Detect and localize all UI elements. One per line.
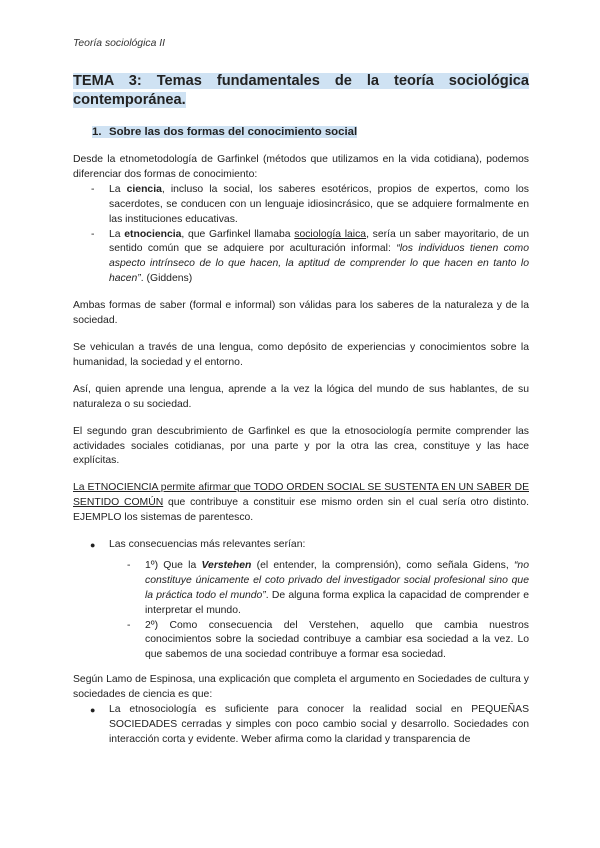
- underlined-claim: La ETNOCIENCIA permite afirmar que TODO ORDEN SOCIAL SE SUSTENTA EN UN SABER DE SENTIDO COMÚN: [73, 482, 529, 509]
- lamo-paragraph: Según Lamo de Espinosa, una explicación que completa el argumento en Sociedades de cultura y sociedades de ciencia es que:: [73, 674, 529, 701]
- list-item: - La etnociencia, que Garfinkel llamaba sociología laica, sería un saber mayoritario, de un sentido común que se adquiere por aculturación informal: “los individuos tienen como aspecto intrínseco de lo que hacen, la aptitud de comprender lo que hacen en tanto lo hacen”. (Giddens): [91, 228, 530, 285]
- list-item: ● Las consecuencias más relevantes serían:: [73, 538, 529, 553]
- document-body: [73, 72, 529, 754]
- giddens-quote: “los individuos tienen como aspecto intrínseco de lo que hacen, la aptitud de comprender lo que hacen en tanto lo hacen”: [109, 243, 529, 285]
- term-verstehen: Verstehen: [201, 559, 252, 571]
- dot-bullet: ●: [90, 705, 96, 716]
- gidens-quote: “no constituye únicamente el coto privado del investigador social profesional sino que la práctica todo el mundo”: [145, 559, 529, 601]
- paragraph: Así, quien aprende una lengua, aprende a la vez la lógica del mundo de sus hablantes, de su naturaleza o su sociedad.: [73, 383, 529, 410]
- dash-bullet: -: [127, 559, 131, 571]
- list-item: - 1º) Que la Verstehen (el entender, la comprensión), como señala Gidens, “no constituye únicamente el coto privado del investigador social profesional sino que la práctica todo el mundo”. De alguna forma explica la capacidad de comprender e interpretar el mundo.: [127, 559, 530, 616]
- running-header: Teoría sociológica II: [73, 38, 166, 49]
- dash-bullet: -: [91, 183, 95, 195]
- consequences-list: [73, 538, 529, 553]
- dot-bullet: ●: [90, 540, 96, 551]
- paragraph: El segundo gran descubrimiento de Garfinkel es que la etnosociología permite comprender las actividades sociales cotidianas, por una parte y por la otra las crea, constituye y las hace explícitas.: [73, 425, 529, 467]
- paragraph: Ambas formas de saber (formal e informal) son válidas para los saberes de la naturaleza y de la sociedad.: [73, 300, 529, 327]
- etnociencia-paragraph: La ETNOCIENCIA permite afirmar que TODO ORDEN SOCIAL SE SUSTENTA EN UN SABER DE SENTIDO COMÚN que contribuye a constituir ese mismo orden sin el cual sería otro distinto. EJEMPLO los sistemas de parentesco.: [73, 482, 529, 524]
- section-title: Sobre las dos formas del conocimiento social: [109, 126, 358, 138]
- dash-bullet: -: [127, 619, 131, 631]
- dash-bullet: -: [91, 228, 95, 240]
- underlined-term: sociología laica: [294, 228, 367, 240]
- knowledge-forms-list: [73, 183, 529, 287]
- page-title: [73, 72, 529, 110]
- consequences-sublist: [73, 559, 529, 663]
- lamo-list: [73, 703, 529, 748]
- section-heading: [92, 126, 529, 138]
- list-item: - La ciencia, incluso la social, los saberes esotéricos, propios de expertos, como los sacerdotes, se conducen con un lenguaje idiosincrásico, que se adquiere formalmente en las instituciones educativas.: [91, 183, 529, 225]
- term-etnociencia: etnociencia: [124, 228, 182, 240]
- list-item: - 2º) Como consecuencia del Verstehen, aquello que cambia nuestros conocimientos sobre la sociedad contribuye a cambiar esa sociedad a la vez. Lo que sabemos de una sociedad contribuye a formar esa sociedad.: [127, 619, 529, 661]
- section-number: 1.: [92, 126, 102, 138]
- title-highlight: TEMA 3: Temas fundamentales de la teoría sociológica contemporánea.: [73, 73, 529, 108]
- intro-paragraph: Desde la etnometodología de Garfinkel (métodos que utilizamos en la vida cotidiana), podemos diferenciar dos formas de conocimiento:: [73, 154, 529, 180]
- list-item: ● La etnosociología es suficiente para conocer la realidad social en PEQUEÑAS SOCIEDADES cerradas y simples con poco cambio social y desarrollo. Sociedades con interacción corta y evidente. Weber afirma como la claridad y transparencia de: [90, 704, 529, 745]
- section-heading-highlight: [92, 126, 357, 138]
- paragraph: Se vehiculan a través de una lengua, como depósito de experiencias y conocimientos sobre la humanidad, la sociedad y el entorno.: [73, 341, 529, 368]
- term-ciencia: ciencia: [126, 183, 162, 195]
